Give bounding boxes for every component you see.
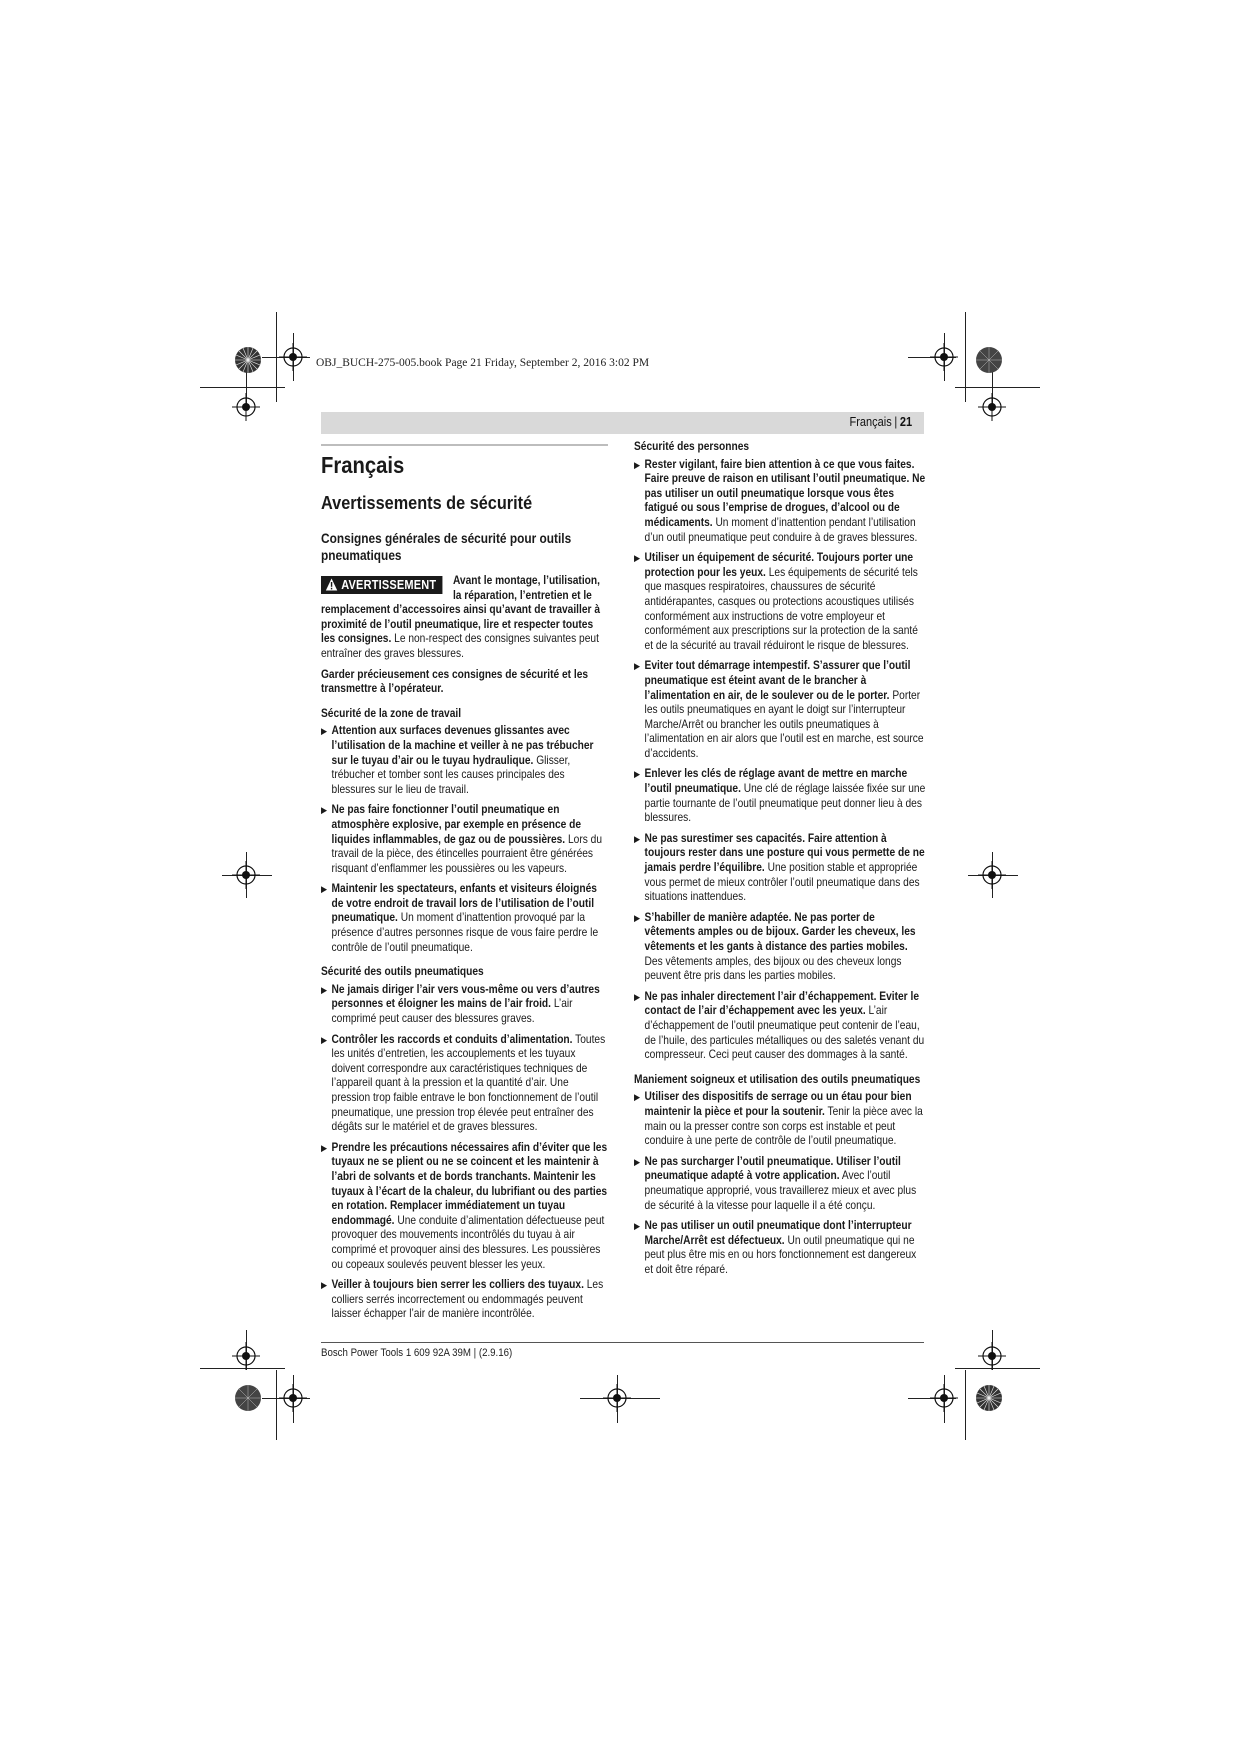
item-text: Les équipements de sécurité tels que masques respiratoires, chaussures de sécurité antidérapantes, casques ou protections acoustiques utilisés conformément aux instructions de votre employeur et conformément aux prescriptions sur la protection de la santé et de la sécurité au travail réduiront le risque de blessures. [644, 565, 918, 652]
list-item [634, 659, 926, 761]
header-separator: | [894, 415, 898, 429]
item-bold: Rester vigilant, faire bien attention à ce que vous faites. Faire preuve de raison en utilisant l’outil pneumatique. Ne pas utiliser un outil pneumatique lorsque vous êtes fatigué ou sous l’emprise de drogues, d’alcool ou de médicaments. [644, 457, 926, 529]
registration-crosshair-icon [978, 393, 1006, 421]
warning-block [321, 574, 608, 662]
registration-crosshair-icon [978, 861, 1006, 889]
item-text: Porter les outils pneumatiques en ayant le doigt sur l’interrupteur Marche/Arrêt ou brancher les outils pneumatiques à l’alimentation en air alors que l’outil est en marche, est source d’accidents. [644, 688, 924, 760]
bullet-arrow-icon: ▶ [321, 984, 328, 995]
list-item [321, 724, 608, 797]
handling-heading: Maniement soigneux et utilisation des outils pneumatiques [634, 1072, 921, 1086]
work-area-heading: Sécurité de la zone de travail [321, 706, 462, 720]
header-language: Français [849, 415, 892, 429]
item-bold: S’habiller de manière adaptée. Ne pas porter de vêtements amples ou de bijoux. Garder les cheveux, les vêtements et les gants à distance des parties mobiles. [644, 910, 916, 953]
handling-list [634, 1090, 926, 1277]
item-bold: Veiller à toujours bien serrer les colliers des tuyaux. [331, 1278, 584, 1292]
header-text [849, 415, 912, 429]
tools-list [321, 983, 608, 1322]
crop-line [955, 387, 1040, 388]
registration-crosshair-icon [232, 1342, 260, 1370]
starburst-mark-icon [975, 1384, 1003, 1412]
list-item [634, 1090, 926, 1148]
list-item [321, 1278, 608, 1322]
list-item [634, 990, 926, 1063]
bullet-arrow-icon: ▶ [634, 1221, 641, 1232]
bullet-arrow-icon: ▶ [634, 1156, 641, 1167]
crop-line [965, 312, 966, 402]
item-bold: Ne pas inhaler directement l’air d’échappement. Eviter le contact de l’air d’échappement avec les yeux. [644, 989, 919, 1018]
left-column [321, 440, 608, 1328]
item-bold: Ne pas faire fonctionner l’outil pneumatique en atmosphère explosive, par exemple en présence de liquides inflammables, de gaz ou de poussières. [331, 803, 582, 846]
starburst-mark-icon [234, 1384, 262, 1412]
bullet-arrow-icon: ▶ [321, 884, 328, 895]
item-bold: Ne pas surestimer ses capacités. Faire attention à toujours rester dans une posture qui vous permette de ne jamais perdre l’équilibre. [644, 831, 925, 875]
list-item [634, 767, 926, 825]
item-text: Toutes les unités d’entretien, les accouplements et les tuyaux doivent correspondre aux caractéristiques techniques de l’appareil quant à la pression et la quantité d’air. Une pression trop faible entrave le bon fonctionnement de l’outil pneumatique, une pression trop élevée peut entraîner des dégâts sur le matériel et de graves blessures. [331, 1032, 606, 1134]
item-bold: Ne pas surcharger l’outil pneumatique. Utiliser l’outil pneumatique adapté à votre application. [644, 1154, 901, 1183]
item-text: L’air comprimé peut causer des blessures graves. [331, 997, 573, 1026]
persons-list [634, 458, 926, 1063]
bullet-arrow-icon: ▶ [321, 1034, 328, 1045]
registration-crosshair-icon [279, 343, 307, 371]
bullet-arrow-icon: ▶ [634, 991, 641, 1002]
item-text: Glisser, trébucher et tomber sont les causes principales des blessures sur le lieu de travail. [331, 753, 571, 796]
crop-line [276, 1370, 277, 1440]
starburst-mark-icon [975, 346, 1003, 374]
item-text: Les colliers serrés incorrectement ou endommagés peuvent laisser échapper l’air de manière incontrôlée. [331, 1278, 604, 1321]
item-text: Un outil pneumatique qui ne peut plus être mis en ou hors fonctionnement est dangereux et doit être réparé. [644, 1233, 917, 1276]
bullet-arrow-icon: ▶ [634, 459, 641, 470]
subsection-title: Consignes générales de sécurité pour outils pneumatiques [321, 531, 572, 563]
warning-bold-text: Avant le montage, l’utilisation, la réparation, l’entretien et le remplacement d’accessoires ainsi qu’avant de travailler à proximité de l’outil pneumatique, lire et respecter toutes les consignes. [321, 574, 601, 646]
keep-instructions-note: Garder précieusement ces consignes de sécurité et les transmettre à l’opérateur. [321, 667, 589, 696]
registration-crosshair-icon [279, 1384, 307, 1412]
title-rule [321, 444, 608, 446]
item-text: Une position stable et appropriée vous permet de mieux contrôler l’outil pneumatique dans des situations inattendues. [644, 861, 920, 904]
list-item [634, 911, 926, 984]
item-bold: Ne pas utiliser un outil pneumatique dont l’interrupteur Marche/Arrêt est défectueux. [644, 1219, 912, 1247]
item-bold: Prendre les précautions nécessaires afin d’éviter que les tuyaux ne se plient ou ne se coincent et les maintenir à l’abri de solvants et de bords tranchants. Maintenir les tuyaux à l’écart de la chaleur, du lubrifiant ou des parties en rotation. Remplacer immédiatement un tuyau endommagé. [331, 1140, 608, 1227]
item-bold: Enlever les clés de réglage avant de mettre en marche l’outil pneumatique. [644, 767, 908, 796]
bullet-arrow-icon: ▶ [634, 769, 641, 780]
item-text: Une clé de réglage laissée fixée sur une partie tournante de l’outil pneumatique peut donner lieu à des blessures. [644, 782, 926, 825]
bullet-arrow-icon: ▶ [321, 1280, 328, 1291]
list-item [321, 983, 608, 1027]
item-text: Un moment d’inattention pendant l’utilisation d’un outil pneumatique peut conduire à de graves blessures. [644, 515, 918, 544]
bullet-arrow-icon: ▶ [321, 805, 328, 816]
registration-crosshair-icon [978, 1342, 1006, 1370]
list-item [634, 832, 926, 905]
bullet-arrow-icon: ▶ [634, 661, 641, 672]
item-bold: Utiliser des dispositifs de serrage ou un étau pour bien maintenir la pièce et pour la soutenir. [644, 1090, 912, 1118]
item-bold: Contrôler les raccords et conduits d’alimentation. [331, 1032, 573, 1046]
page-number: 21 [899, 415, 912, 429]
registration-crosshair-icon [603, 1384, 631, 1412]
list-item [321, 1141, 608, 1272]
section-title: Avertissements de sécurité [321, 492, 533, 513]
list-item [321, 803, 608, 876]
page-footer: Bosch Power Tools 1 609 92A 39M | (2.9.16) [321, 1347, 513, 1359]
warning-triangle-icon [325, 578, 337, 591]
item-text: L’air d’échappement de l’outil pneumatique peut contenir de l’eau, de l’huile, des particules métalliques ou des saletés venant du compresseur. Ceci peut causer des dommages à la santé. [644, 1004, 925, 1062]
list-item [321, 1033, 608, 1135]
warning-text: Le non-respect des consignes suivantes peut entraîner des graves blessures. [321, 632, 599, 660]
page-header [321, 412, 924, 434]
list-item [634, 458, 926, 546]
item-bold: Utiliser un équipement de sécurité. Toujours porter une protection pour les yeux. [644, 551, 914, 579]
work-area-list [321, 724, 608, 955]
item-bold: Eviter tout démarrage intempestif. S’assurer que l’outil pneumatique est éteint avant de le brancher à l’alimentation en air, de le soulever ou de le porter. [644, 659, 911, 702]
registration-crosshair-icon [232, 393, 260, 421]
item-bold: Attention aux surfaces devenues glissantes avec l’utilisation de la machine et veiller à ne pas trébucher sur le tuyau d’air ou le tuyau hydraulique. [331, 724, 594, 767]
item-bold: Maintenir les spectateurs, enfants et visiteurs éloignés de votre endroit de travail lors de l’utilisation de l’outil pneumatique. [331, 882, 597, 925]
list-item [634, 1155, 926, 1213]
footer-rule [321, 1342, 924, 1343]
page-title: Français [321, 452, 405, 478]
item-text: Avec l’outil pneumatique approprié, vous travaillerez mieux et avec plus de sécurité à la vitesse pour laquelle il a été conçu. [644, 1169, 917, 1212]
crop-line [200, 387, 285, 388]
list-item [634, 1219, 926, 1277]
item-text: Une conduite d’alimentation défectueuse peut provoquer des mouvements incontrôlés du tuyau à air comprimé et provoquer ainsi des blessures. Les poussières ou copeaux soulevés peuvent blesser les yeux. [331, 1213, 605, 1271]
tools-heading: Sécurité des outils pneumatiques [321, 965, 484, 979]
bullet-arrow-icon: ▶ [634, 833, 641, 844]
bullet-arrow-icon: ▶ [634, 912, 641, 923]
item-text: Un moment d’inattention provoqué par la présence d’autres personnes risque de vous faire perdre le contrôle de l’outil pneumatique. [331, 911, 599, 954]
right-column [634, 440, 926, 1283]
persons-heading: Sécurité des personnes [634, 440, 750, 453]
warning-badge-label: AVERTISSEMENT [341, 578, 437, 592]
print-slug: OBJ_BUCH-275-005.book Page 21 Friday, September 2, 2016 3:02 PM [316, 357, 650, 369]
item-text: Lors du travail de la pièce, des étincelles pourraient être générées risquant d’enflammer les poussières ou les vapeurs. [331, 832, 603, 875]
item-bold: Ne jamais diriger l’air vers vous-même ou vers d’autres personnes et éloigner les mains de l’air froid. [331, 982, 600, 1011]
registration-crosshair-icon [930, 343, 958, 371]
registration-crosshair-icon [930, 1384, 958, 1412]
registration-crosshair-icon [232, 861, 260, 889]
bullet-arrow-icon: ▶ [634, 553, 641, 564]
warning-badge [321, 576, 442, 594]
item-text: Des vêtements amples, des bijoux ou des cheveux longs peuvent être pris dans les parties mobiles. [644, 954, 902, 983]
list-item [634, 551, 926, 653]
bullet-arrow-icon: ▶ [634, 1092, 641, 1103]
bullet-arrow-icon: ▶ [321, 726, 328, 737]
item-text: Tenir la pièce avec la main ou la presser contre son corps est instable et peut conduire à une perte de contrôle de l’outil pneumatique. [644, 1104, 923, 1148]
starburst-mark-icon [234, 346, 262, 374]
list-item [321, 882, 608, 955]
crop-line [965, 1370, 966, 1440]
bullet-arrow-icon: ▶ [321, 1142, 328, 1153]
